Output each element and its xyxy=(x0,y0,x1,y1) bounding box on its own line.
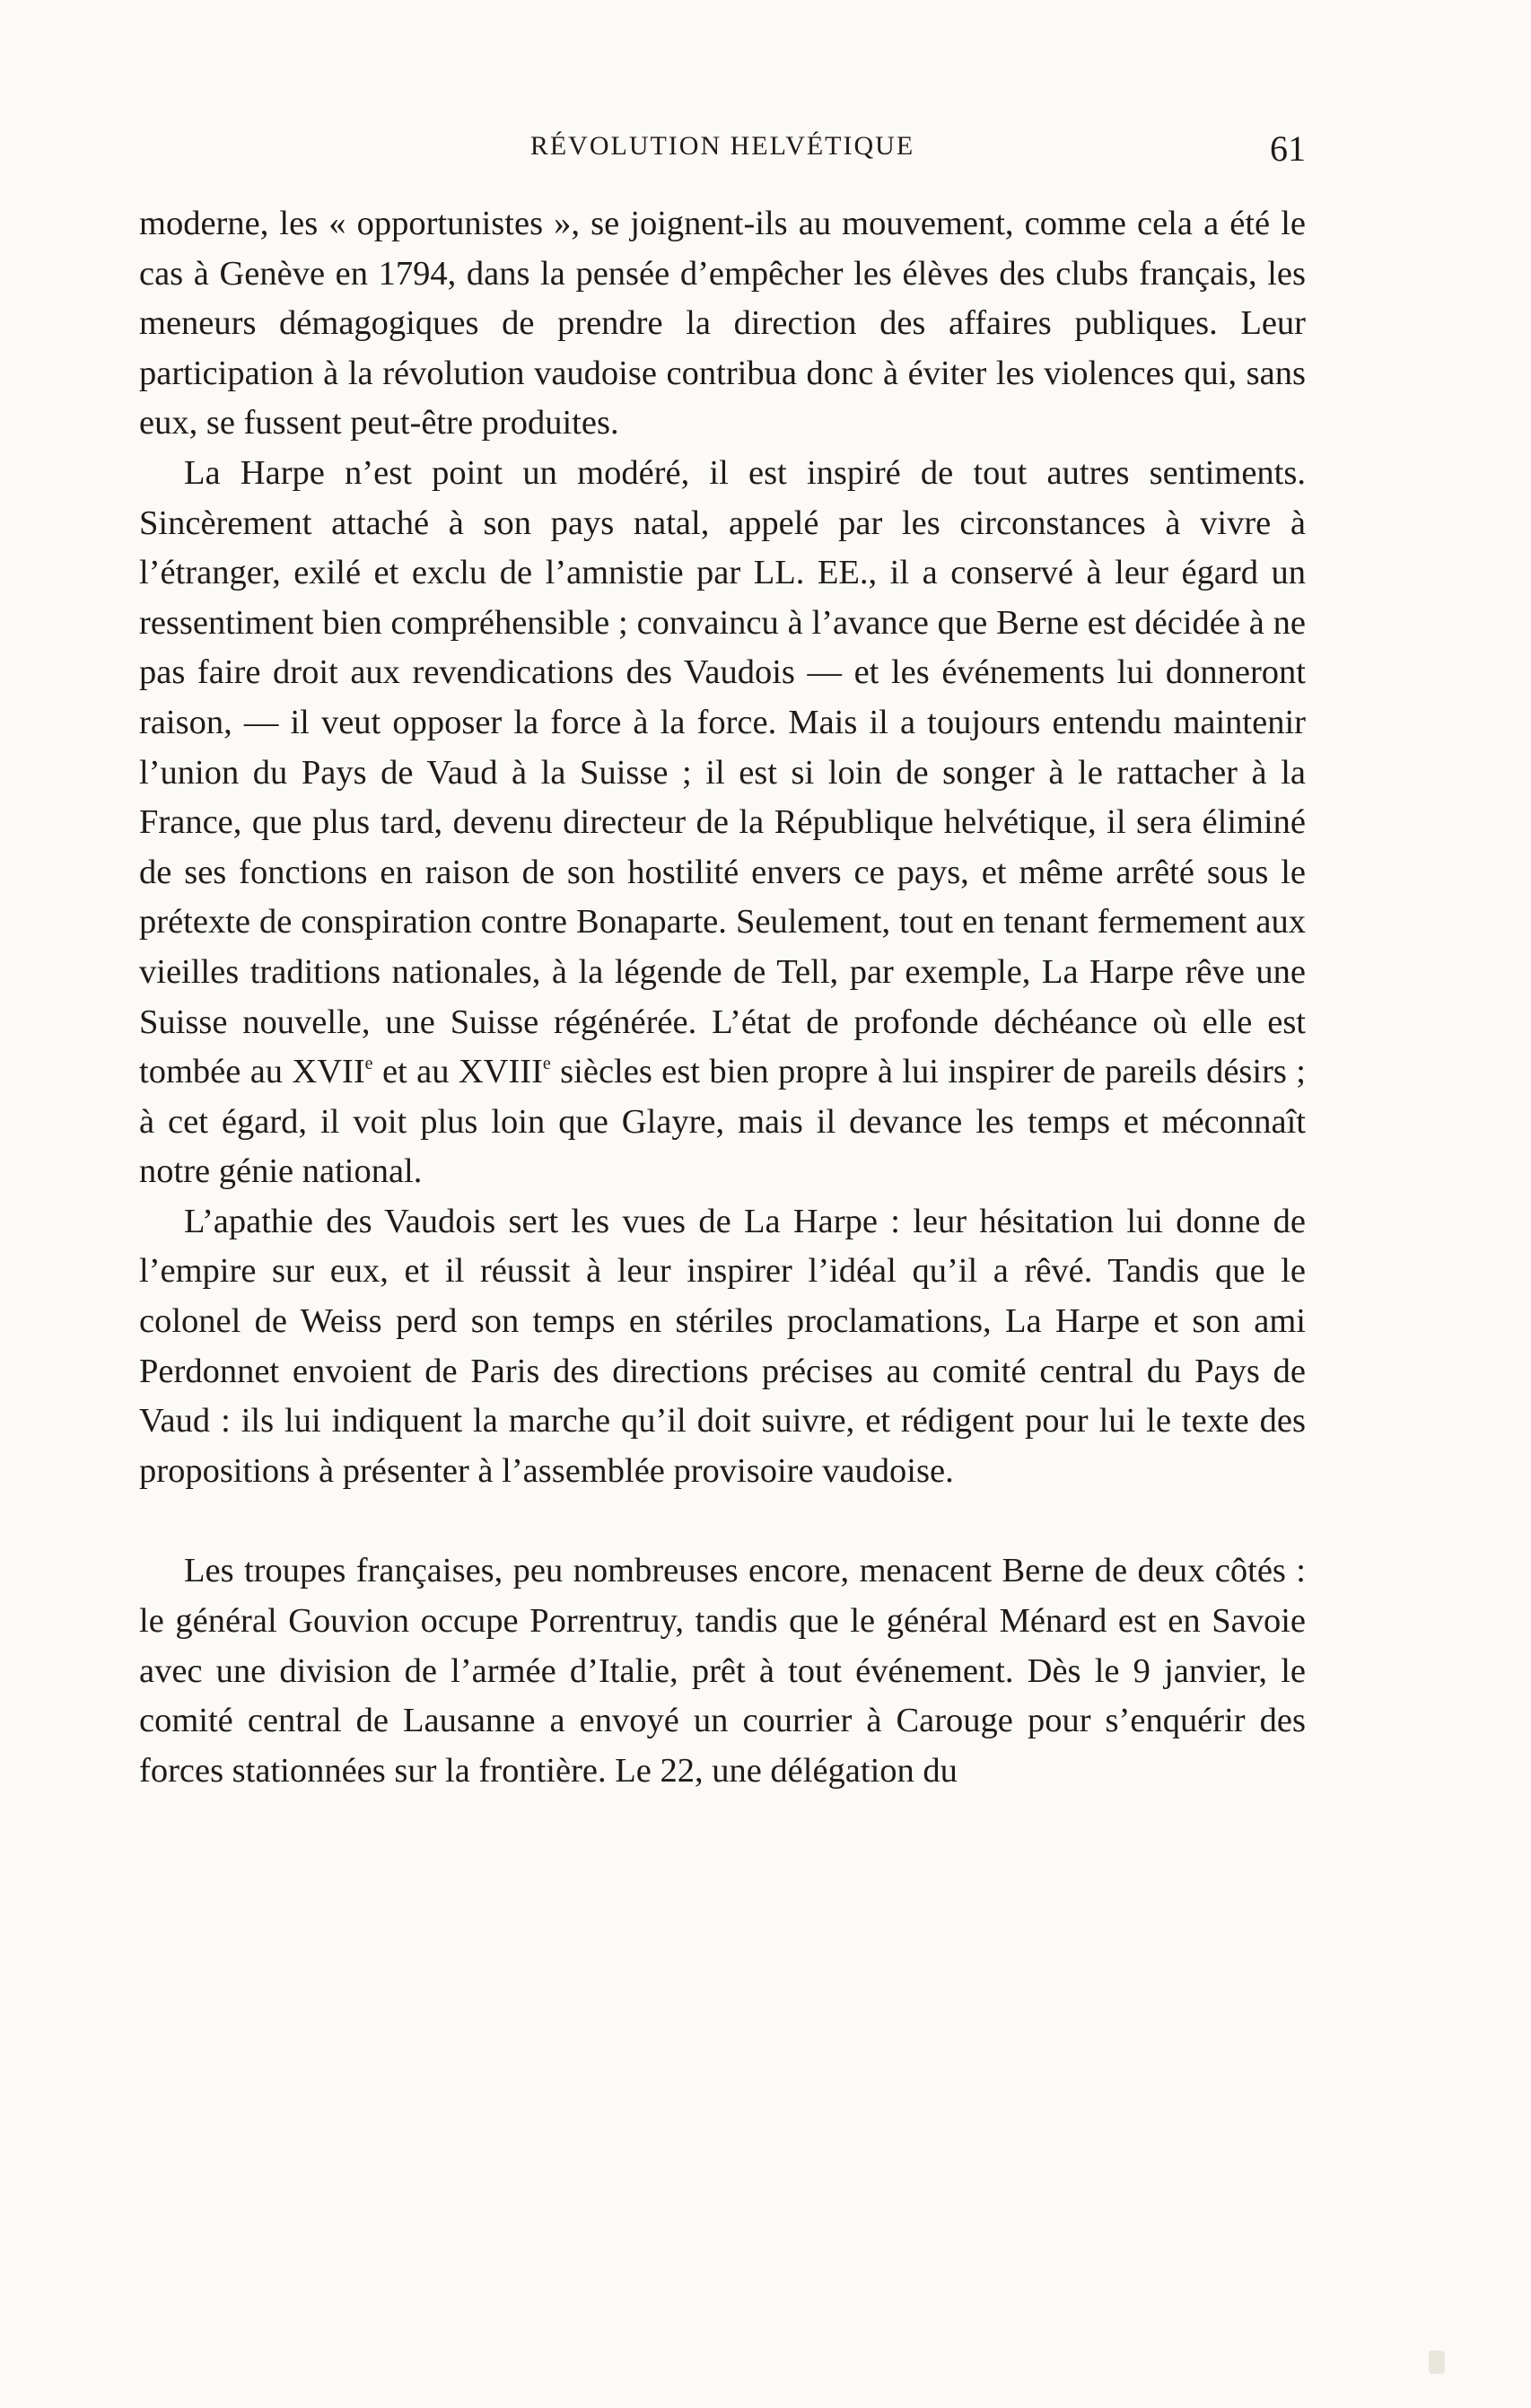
paragraph-2-text-a: La Harpe n’est point un modéré, il est inspiré de tout autres sentiments. Sincèrement attaché à son pays natal, appelé par les circonstances à vivre à l’étranger, exilé et exclu de l’amnistie par LL. EE., il a conservé à leur égard un ressentiment bien compréhensible ; convaincu à l’avance que Berne est décidée à ne pas faire droit aux revendications des Vaudois — et les événements lui donneront raison, — il veut opposer la force à la force. Mais il a toujours entendu maintenir l’union du Pays de Vaud à la Suisse ; il est si loin de songer à le rattacher à la France, que plus tard, devenu directeur de la République helvétique, il sera éliminé de ses fonctions en raison de son hostilité envers ce pays, et même arrêté sous le prétexte de conspiration contre Bonaparte. Seulement, tout en tenant fermement aux vieilles traditions nationales, à la légende de Tell, par exemple, La Harpe rêve une Suisse nouvelle, une Suisse régénérée. L’état de profonde déchéance où elle est tombée au XVII xyxy=(139,453,1306,1091)
page-number: 61 xyxy=(1270,128,1306,169)
paragraph-4: Les troupes françaises, peu nombreuses encore, menacent Berne de deux côtés : le général Gouvion occupe Porrentruy, tandis que le général Ménard est en Savoie avec une division de l’armée d’Italie, prêt à tout événement. Dès le 9 janvier, le comité central de Lausanne a envoyé un courrier à Carouge pour s’enquérir des forces stationnées sur la frontière. Le 22, une délégation du xyxy=(139,1552,1306,1790)
page-mark xyxy=(1429,2351,1445,2374)
paragraph-3: L’apathie des Vaudois sert les vues de La Harpe : leur hésitation lui donne de l’empire sur eux, et il réussit à leur inspirer l’idéal qu’il a rêvé. Tandis que le colonel de Weiss perd son temps en stériles proclamations, La Harpe et son ami Perdonnet envoient de Paris des directions précises au comité central du Pays de Vaud : ils lui indiquent la marche qu’il doit suivre, et rédigent pour lui le texte des propositions à présenter à l’assemblée provisoire vaudoise. xyxy=(139,1202,1306,1490)
paragraph-2-text-b: et au XVIII xyxy=(372,1053,543,1091)
superscript-e-2: e xyxy=(542,1054,551,1074)
paragraph-1: moderne, les « opportunistes », se joignent-ils au mouvement, comme cela a été le cas à Genève en 1794, dans la pensée d’empêcher les élèves des clubs français, les meneurs démagogiques de prendre la direction des affaires publiques. Leur participation à la révolution vaudoise contribua donc à éviter les violences qui, sans eux, se fussent peut-être produites. xyxy=(139,205,1306,442)
superscript-e-1: e xyxy=(364,1054,373,1074)
paragraph-2-text-c: siècles est bien propre à lui inspirer de pareils désirs ; à cet égard, il voit plus loin que Glayre, mais il devance les temps et méconnaît notre génie national. xyxy=(139,1053,1306,1191)
section-break xyxy=(139,1496,1306,1546)
body-text xyxy=(139,199,1306,1796)
running-title: RÉVOLUTION HELVÉTIQUE xyxy=(529,131,915,161)
paragraph-2 xyxy=(139,449,1306,1197)
running-head xyxy=(139,127,1306,167)
